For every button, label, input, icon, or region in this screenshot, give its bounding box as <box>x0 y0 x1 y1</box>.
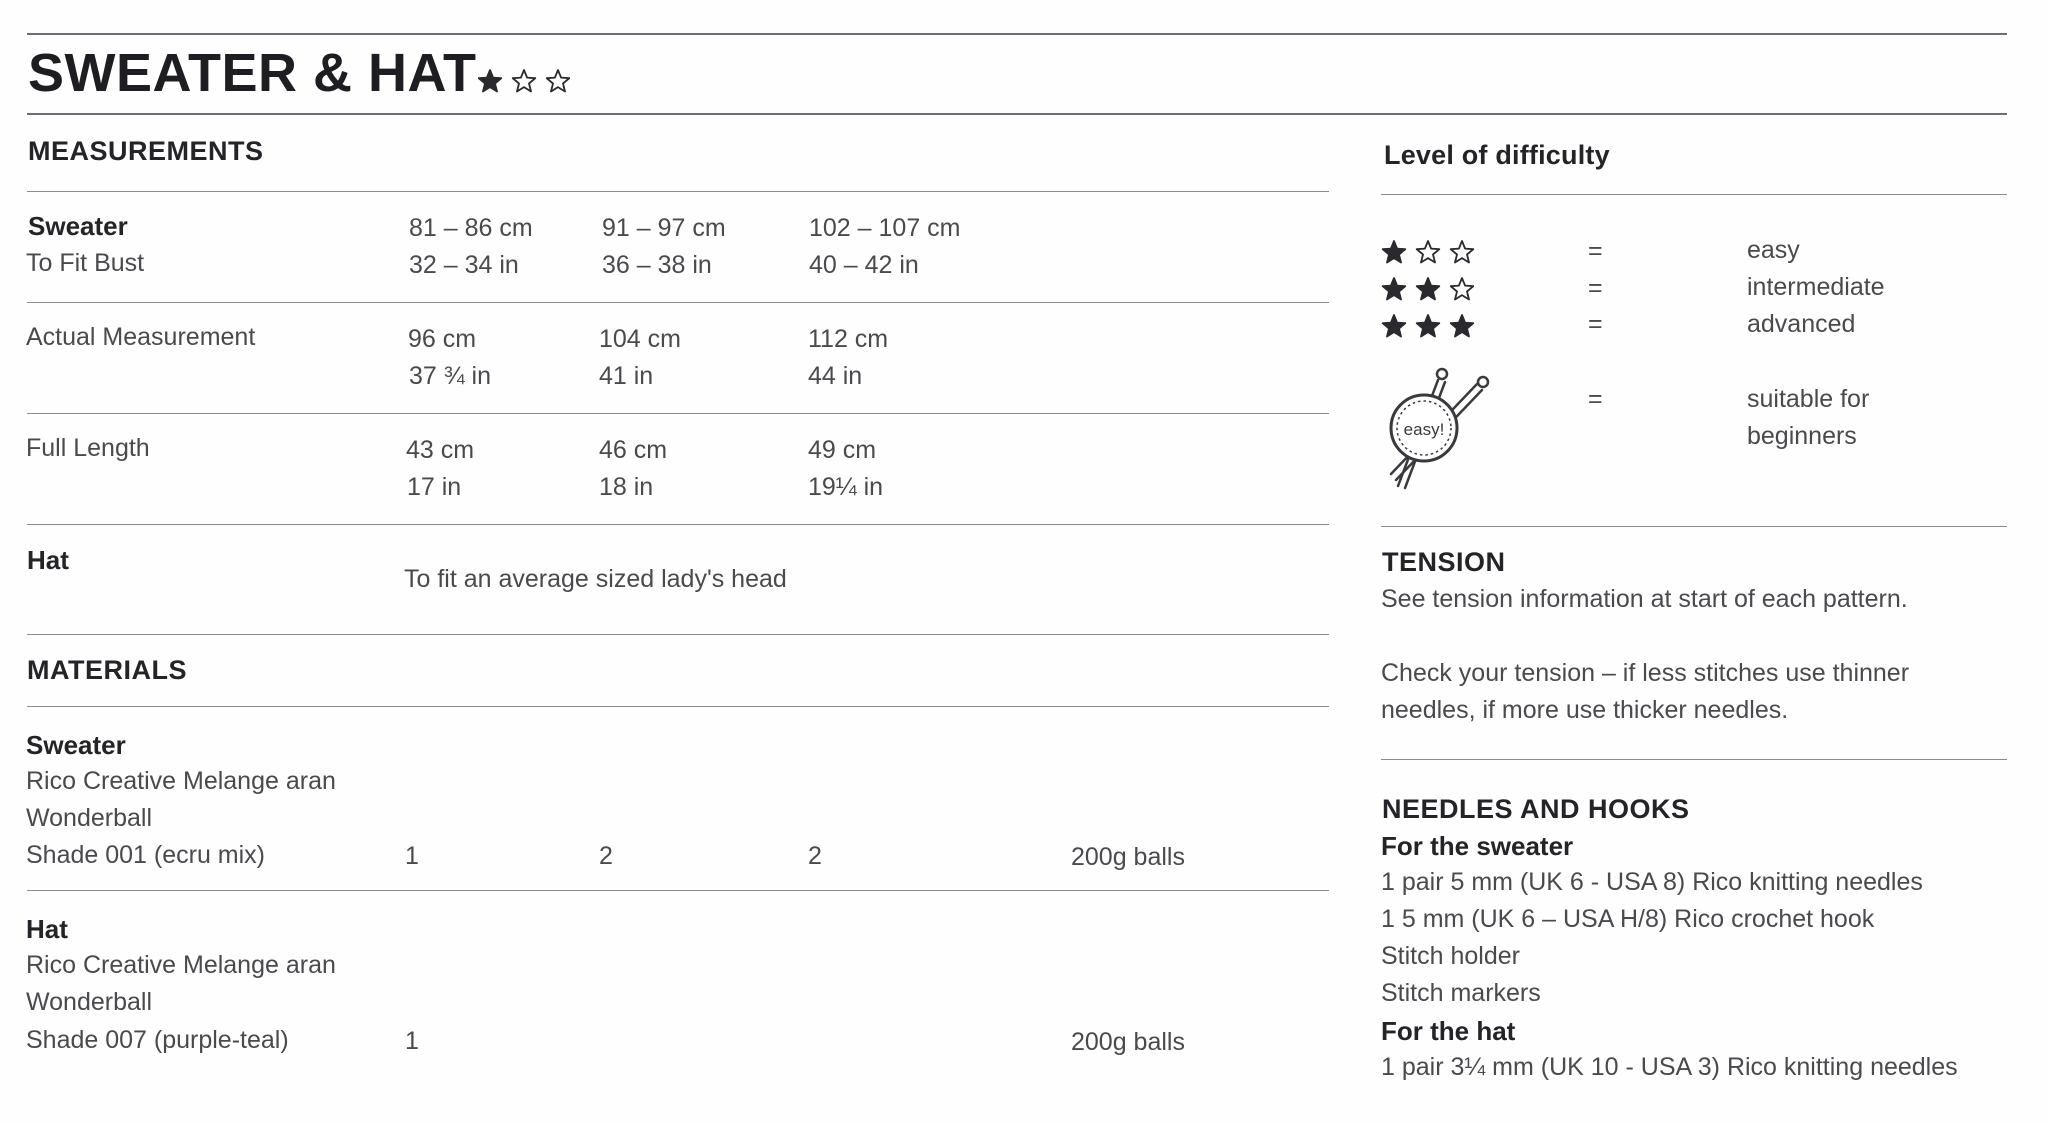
hat-fit-text: To fit an average sized lady's head <box>404 565 787 593</box>
tension-heading: TENSION <box>1382 547 1506 577</box>
bust-in-3: 40 – 42 in <box>809 251 919 279</box>
needles-heading: NEEDLES AND HOOKS <box>1382 794 1690 824</box>
hat-shade: Shade 007 (purple-teal) <box>26 1026 289 1054</box>
actual-cm-3: 112 cm <box>808 325 889 353</box>
empty-star-icon <box>1415 239 1441 265</box>
difficulty-rule <box>1381 194 2007 195</box>
hat-yarn-line2: Wonderball <box>26 988 153 1016</box>
sweater-qty-1: 1 <box>405 842 419 870</box>
sweater-unit: 200g balls <box>1071 843 1185 871</box>
beginner-line1: suitable for <box>1747 385 1870 413</box>
easy-badge-text: easy! <box>1403 420 1445 439</box>
filled-star-icon <box>477 68 503 94</box>
length-rule <box>27 524 1329 525</box>
length-cm-2: 46 cm <box>599 436 668 464</box>
length-in-3: 19¼ in <box>808 473 884 501</box>
bust-rule <box>27 302 1329 303</box>
sweater-yarn-line1: Rico Creative Melange aran <box>26 767 336 795</box>
measurements-rule <box>27 191 1329 192</box>
length-cm-3: 49 cm <box>808 436 877 464</box>
materials-heading: MATERIALS <box>27 655 187 685</box>
tension-line3: needles, if more use thicker needles. <box>1381 696 1789 724</box>
difficulty-eq-advanced: = <box>1588 310 1603 338</box>
needles-sweater-item-2: 1 5 mm (UK 6 – USA H/8) Rico crochet hook <box>1381 905 1875 933</box>
difficulty-eq-easy: = <box>1588 237 1603 265</box>
actual-label: Actual Measurement <box>26 323 256 351</box>
sweater-qty-3: 2 <box>808 842 822 870</box>
bust-in-2: 36 – 38 in <box>602 251 712 279</box>
bust-in-1: 32 – 34 in <box>409 251 519 279</box>
bust-cm-3: 102 – 107 cm <box>809 214 961 242</box>
easy-badge-icon <box>1376 362 1494 494</box>
actual-rule <box>27 413 1329 414</box>
needles-sweater-item-1: 1 pair 5 mm (UK 6 - USA 8) Rico knitting needles <box>1381 868 1923 896</box>
bust-label: To Fit Bust <box>26 249 145 277</box>
hat-unit: 200g balls <box>1071 1028 1185 1056</box>
needles-hat-label: For the hat <box>1381 1016 1516 1046</box>
hat-materials-label: Hat <box>26 914 68 944</box>
sweater-qty-2: 2 <box>599 842 613 870</box>
length-in-1: 17 in <box>407 473 462 501</box>
length-label: Full Length <box>26 434 150 462</box>
needles-sweater-item-4: Stitch markers <box>1381 979 1541 1007</box>
actual-cm-2: 104 cm <box>599 325 681 353</box>
hat-rule <box>27 634 1329 635</box>
filled-star-icon <box>1381 313 1407 339</box>
difficulty-eq-beginner: = <box>1588 385 1603 413</box>
difficulty-label-advanced: advanced <box>1747 310 1856 338</box>
sweater-shade: Shade 001 (ecru mix) <box>26 841 266 869</box>
top-rule <box>27 33 2007 35</box>
beginner-rule <box>1381 526 2007 527</box>
difficulty-stars-advanced <box>1381 313 1483 339</box>
difficulty-stars-easy <box>1381 239 1483 265</box>
filled-star-icon <box>1449 313 1475 339</box>
tension-line2: Check your tension – if less stitches use thinner <box>1381 659 1910 687</box>
title-rating <box>477 68 579 94</box>
page-title: SWEATER & HAT <box>28 43 477 103</box>
empty-star-icon <box>511 68 537 94</box>
sweater-size-label: Sweater <box>28 211 128 241</box>
hat-size-label: Hat <box>27 545 69 575</box>
difficulty-stars-intermediate <box>1381 276 1483 302</box>
needles-sweater-label: For the sweater <box>1381 831 1574 861</box>
filled-star-icon <box>1381 239 1407 265</box>
bust-cm-2: 91 – 97 cm <box>602 214 726 242</box>
difficulty-label-easy: easy <box>1747 236 1800 264</box>
empty-star-icon <box>545 68 571 94</box>
tension-rule <box>1381 759 2007 760</box>
filled-star-icon <box>1381 276 1407 302</box>
materials-rule <box>27 706 1329 707</box>
hat-yarn-line1: Rico Creative Melange aran <box>26 951 336 979</box>
title-rule <box>27 113 2007 115</box>
empty-star-icon <box>1449 239 1475 265</box>
sweater-materials-rule <box>27 890 1329 891</box>
difficulty-eq-intermediate: = <box>1588 274 1603 302</box>
filled-star-icon <box>1415 313 1441 339</box>
empty-star-icon <box>1449 276 1475 302</box>
filled-star-icon <box>1415 276 1441 302</box>
needles-hat-item-1: 1 pair 3¼ mm (UK 10 - USA 3) Rico knitting needles <box>1381 1053 1958 1081</box>
measurements-heading: MEASUREMENTS <box>28 136 264 166</box>
actual-cm-1: 96 cm <box>408 325 477 353</box>
sweater-yarn-line2: Wonderball <box>26 804 153 832</box>
length-cm-1: 43 cm <box>406 436 475 464</box>
tension-line1: See tension information at start of each pattern. <box>1381 585 1908 613</box>
sweater-materials-label: Sweater <box>26 730 126 760</box>
beginner-line2: beginners <box>1747 422 1857 450</box>
difficulty-label-intermediate: intermediate <box>1747 273 1885 301</box>
actual-in-1: 37 ¾ in <box>409 362 492 390</box>
bust-cm-1: 81 – 86 cm <box>409 214 533 242</box>
actual-in-2: 41 in <box>599 362 654 390</box>
needles-sweater-item-3: Stitch holder <box>1381 942 1520 970</box>
hat-qty: 1 <box>405 1027 419 1055</box>
length-in-2: 18 in <box>599 473 654 501</box>
difficulty-heading: Level of difficulty <box>1384 140 1610 170</box>
actual-in-3: 44 in <box>808 362 863 390</box>
